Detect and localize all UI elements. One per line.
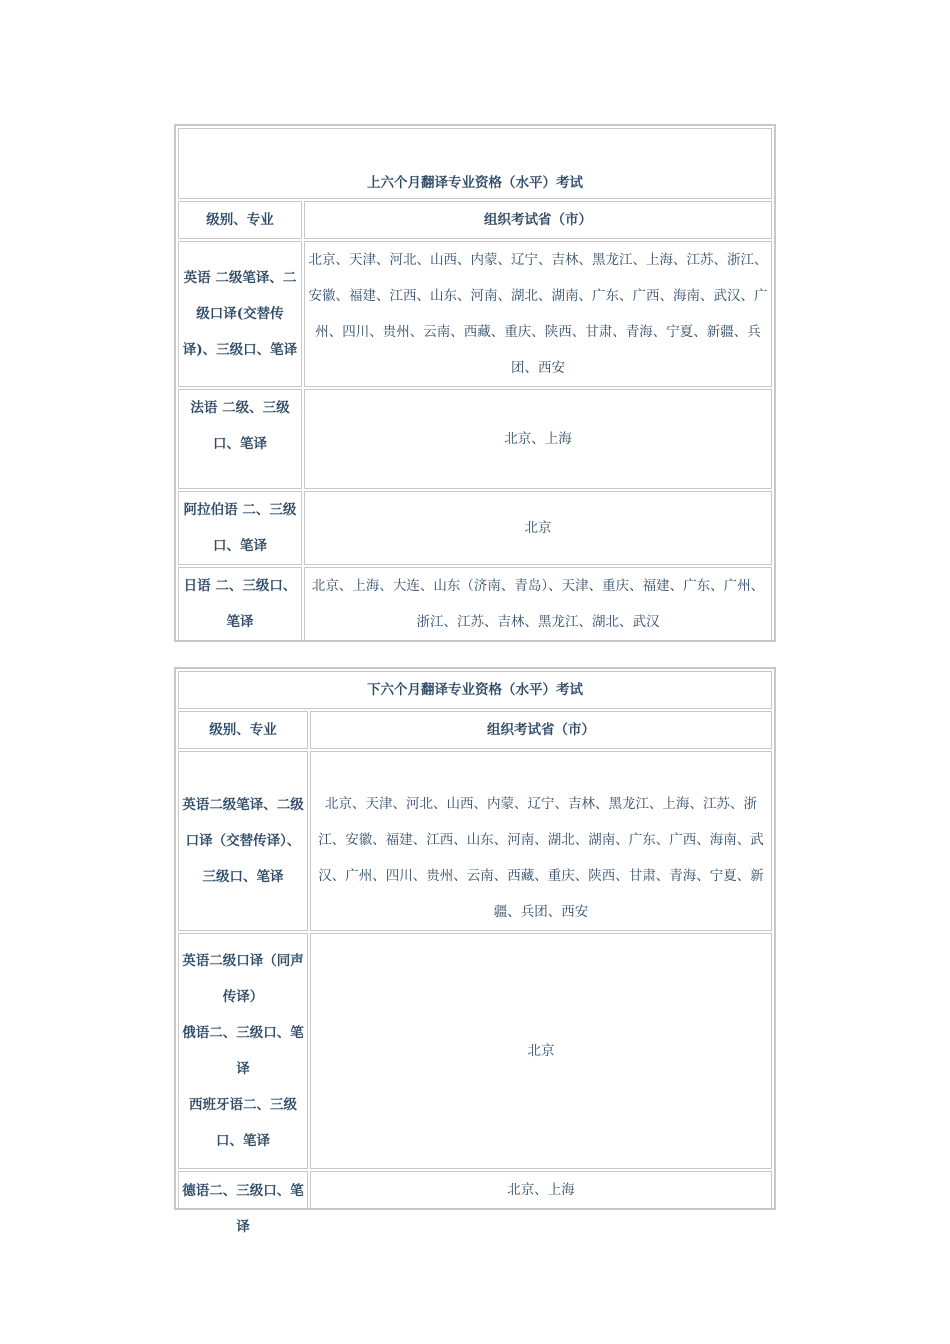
- regions-cell: 北京、上海: [304, 389, 772, 489]
- column-header-regions: 组织考试省（市）: [304, 201, 772, 239]
- level-cell: [178, 1171, 308, 1235]
- level-line: 西班牙语二、三级口、笔译: [189, 1097, 297, 1149]
- regions-cell: 北京、天津、河北、山西、内蒙、辽宁、吉林、黑龙江、上海、江苏、浙江、安徽、福建、江西、山东、河南、湖北、湖南、广东、广西、海南、武汉、广州、四川、贵州、云南、西藏、重庆、陕西、甘肃、青海、宁夏、新疆、兵团、西安: [304, 241, 772, 387]
- level-cell: 日语 二、三级口、笔译: [178, 567, 302, 641]
- column-header-regions: 组织考试省（市）: [310, 711, 772, 749]
- level-cell: 阿拉伯语 二、三级口、笔译: [178, 491, 302, 565]
- table-title: 下六个月翻译专业资格（水平）考试: [178, 671, 772, 709]
- column-header-level: 级别、专业: [178, 201, 302, 239]
- first-half-exam-table: [174, 124, 776, 642]
- regions-cell: 北京: [304, 491, 772, 565]
- level-line: 英语二级口译（同声传译）: [182, 953, 304, 1005]
- level-cell: 英语二级笔译、二级口译（交替传译）、三级口、笔译: [178, 751, 308, 931]
- level-text: 德语二、三级口、笔译: [182, 1183, 304, 1235]
- level-line: 俄语二、三级口、笔译: [182, 1025, 304, 1077]
- regions-cell: 北京、上海、大连、山东（济南、青岛）、天津、重庆、福建、广东、广州、浙江、江苏、吉林、黑龙江、湖北、武汉: [304, 567, 772, 641]
- second-half-exam-table: [174, 667, 776, 1235]
- regions-cell: 北京、天津、河北、山西、内蒙、辽宁、吉林、黑龙江、上海、江苏、浙江、安徽、福建、江西、山东、河南、湖北、湖南、广东、广西、海南、武汉、广州、四川、贵州、云南、西藏、重庆、陕西、甘肃、青海、宁夏、新疆、兵团、西安: [310, 751, 772, 931]
- table-title: 上六个月翻译专业资格（水平）考试: [178, 128, 772, 199]
- regions-cell: 北京: [310, 933, 772, 1169]
- level-cell: 法语 二级、三级口、笔译: [178, 389, 302, 489]
- level-cell: 英语 二级笔译、二级口译(交替传译)、三级口、笔译: [178, 241, 302, 387]
- regions-cell: 北京、上海: [310, 1171, 772, 1209]
- level-cell: [178, 933, 308, 1169]
- column-header-level: 级别、专业: [178, 711, 308, 749]
